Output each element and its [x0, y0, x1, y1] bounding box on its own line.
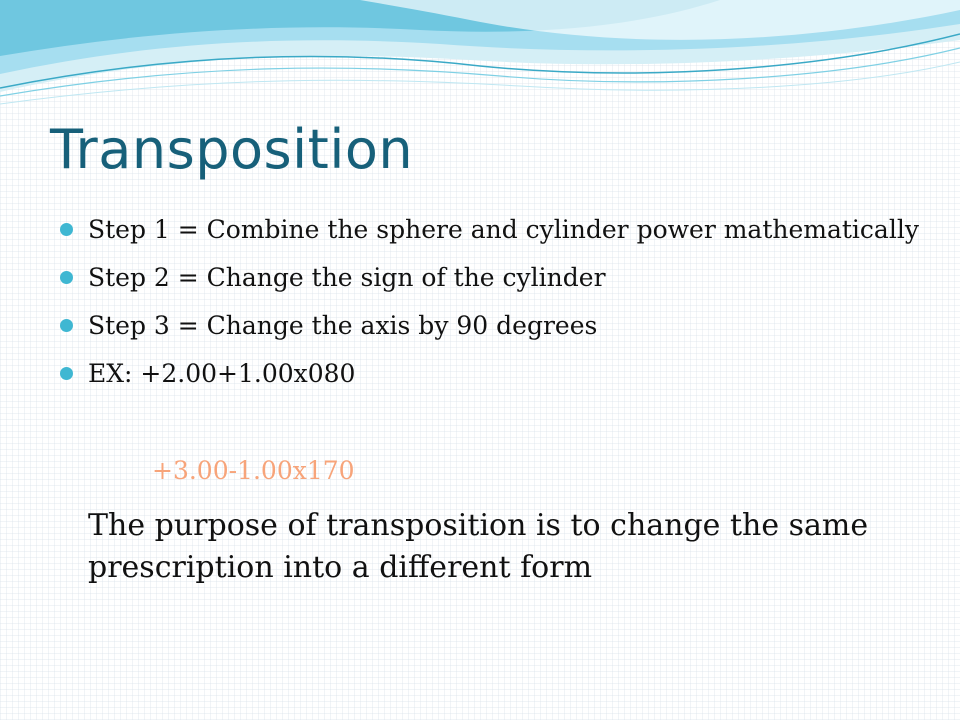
- example-result: +3.00-1.00x170: [152, 456, 355, 485]
- header-wave-decoration: [0, 0, 960, 115]
- bullet-step-3: Step 3 = Change the axis by 90 degrees: [60, 308, 920, 344]
- bullet-list: [60, 212, 920, 404]
- bullet-step-2: Step 2 = Change the sign of the cylinder: [60, 260, 920, 296]
- purpose-text: The purpose of transposition is to change the same prescription into a different form: [88, 508, 869, 585]
- bullet-example: EX: +2.00+1.00x080: [60, 356, 920, 392]
- slide-title: Transposition: [50, 118, 414, 181]
- bullet-step-1: Step 1 = Combine the sphere and cylinder power mathematically: [60, 212, 920, 248]
